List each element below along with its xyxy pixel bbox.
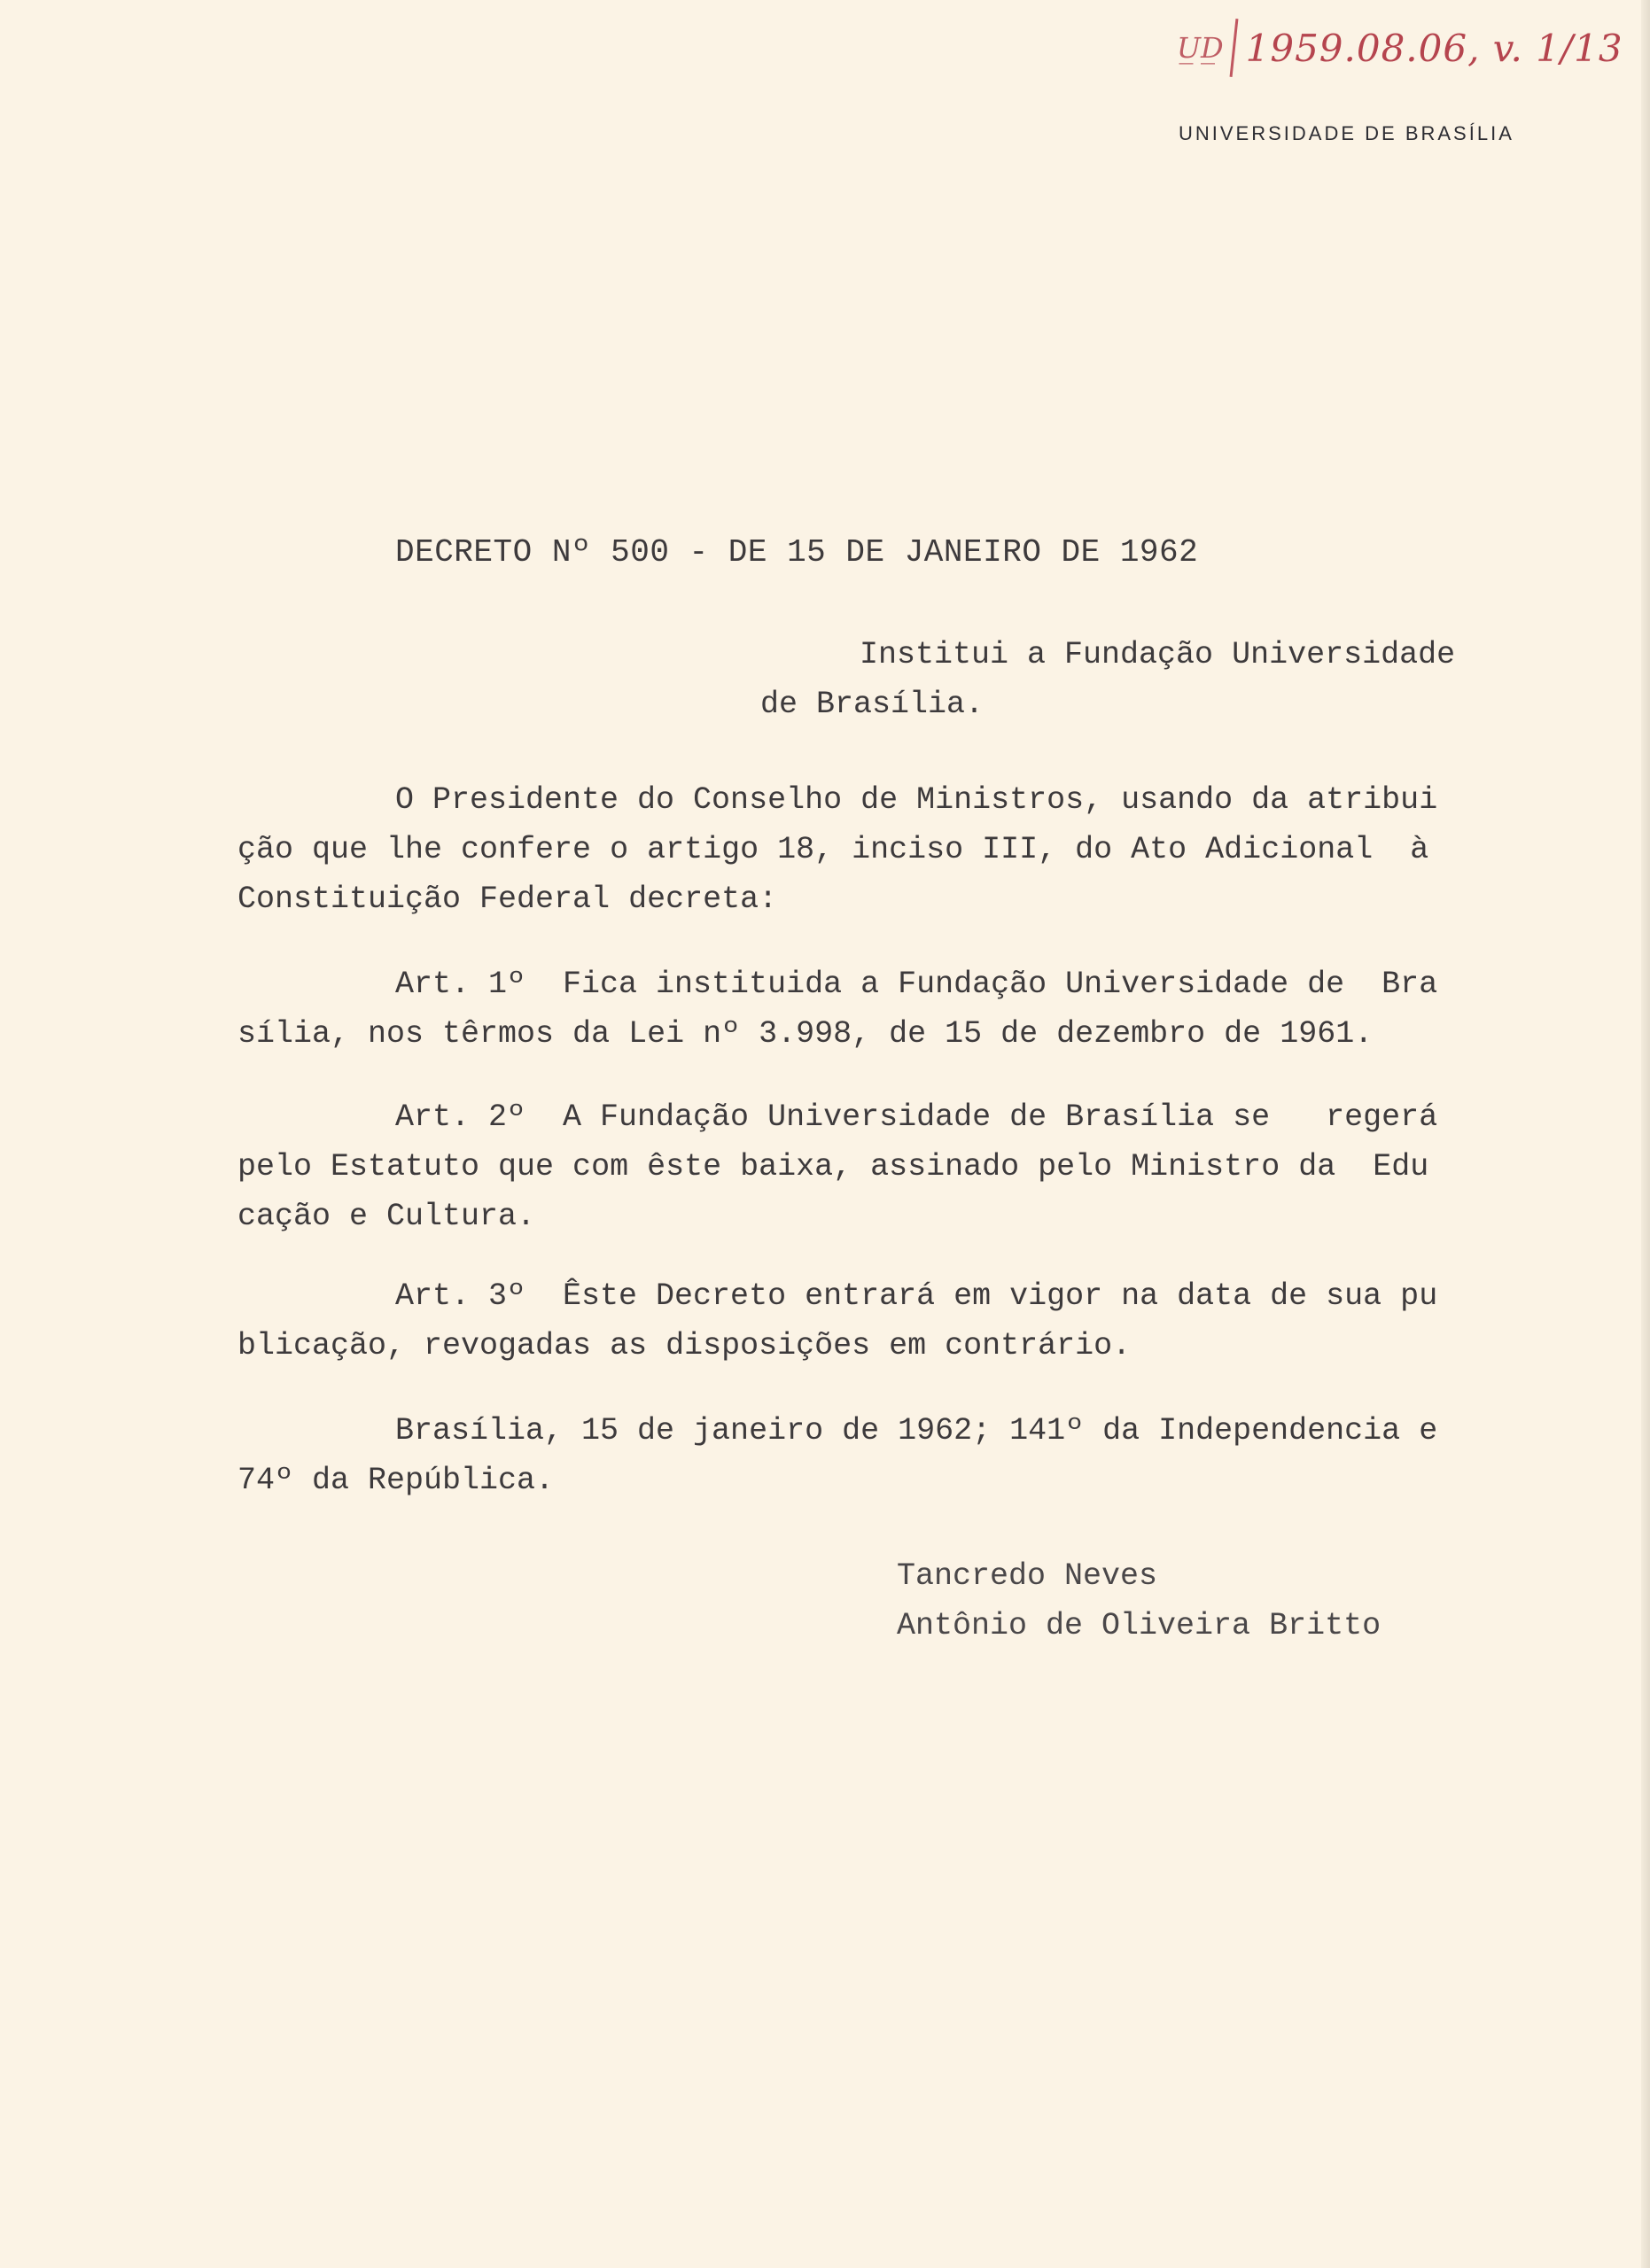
archive-divider <box>1229 19 1238 77</box>
page-edge-shadow <box>1641 0 1650 2268</box>
preamble-line-2: ção que lhe confere o artigo 18, inciso III, do Ato Adicional à <box>237 832 1429 867</box>
archive-code: 1959.08.06, v. 1/13 <box>1245 26 1623 70</box>
article-2-line-3: cação e Cultura. <box>237 1199 536 1234</box>
article-1-line-2: sília, nos têrmos da Lei nº 3.998, de 15 de dezembro de 1961. <box>237 1016 1374 1052</box>
signatory-2: Antônio de Oliveira Britto <box>897 1608 1381 1643</box>
preamble-line-3: Constituição Federal decreta: <box>237 882 778 917</box>
closing-line-2: 74º da República. <box>237 1463 555 1498</box>
decree-title: DECRETO Nº 500 - DE 15 DE JANEIRO DE 1962 <box>395 534 1199 571</box>
decree-summary-line-1: Institui a Fundação Universidade <box>860 637 1456 672</box>
article-1-line-1: Art. 1º Fica instituida a Fundação Universidade de Bra <box>395 967 1438 1002</box>
archive-initials: U̲D̲ <box>1177 31 1224 65</box>
signatory-1: Tancredo Neves <box>897 1558 1158 1594</box>
closing-line-1: Brasília, 15 de janeiro de 1962; 141º da Independencia e <box>395 1413 1438 1449</box>
article-2-line-2: pelo Estatuto que com êste baixa, assinado pelo Ministro da Edu <box>237 1149 1429 1184</box>
letterhead: UNIVERSIDADE DE BRASÍLIA <box>1179 122 1514 144</box>
article-3-line-2: blicação, revogadas as disposições em contrário. <box>237 1328 1132 1363</box>
article-3-line-1: Art. 3º Êste Decreto entrará em vigor na data de sua pu <box>395 1278 1438 1314</box>
preamble-line-1: O Presidente do Conselho de Ministros, usando da atribui <box>395 782 1438 818</box>
article-2-line-1: Art. 2º A Fundação Universidade de Brasília se regerá <box>395 1099 1438 1135</box>
decree-summary-line-2: de Brasília. <box>760 687 985 722</box>
archive-reference-stamp <box>1177 12 1623 83</box>
